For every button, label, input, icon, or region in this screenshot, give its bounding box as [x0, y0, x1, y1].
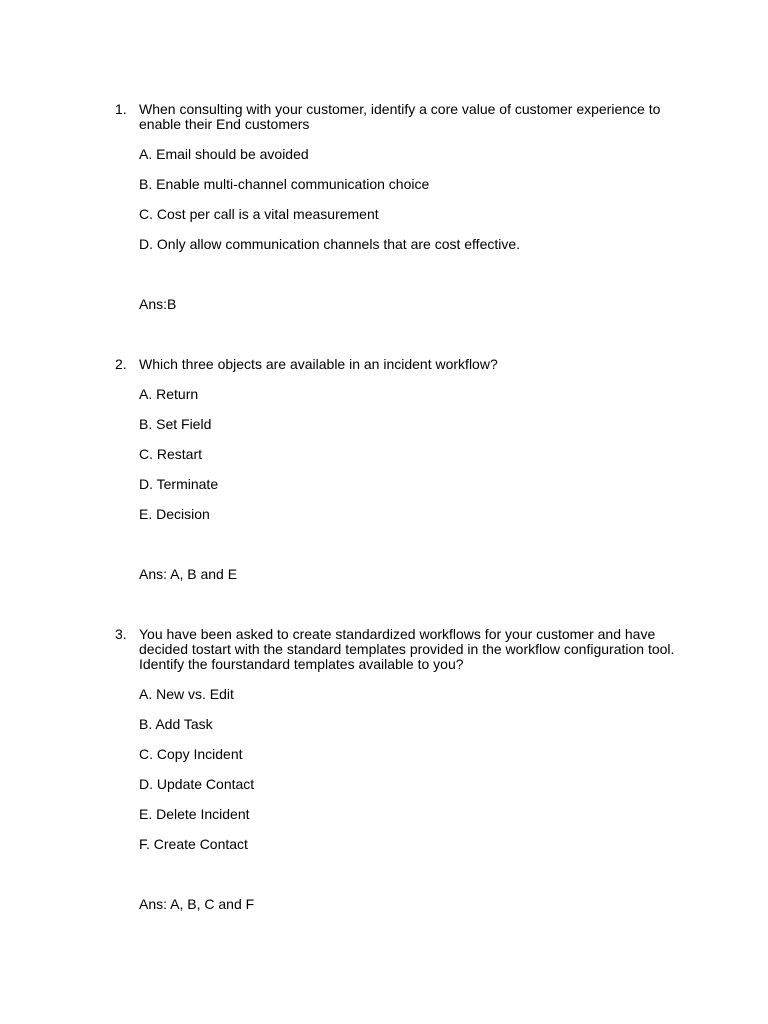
- answer: Ans:B: [139, 296, 177, 312]
- question-1: [115, 102, 685, 312]
- question-text: You have been asked to create standardized workflows for your customer and have decided tostart with the standard templates provided in the workflow configuration tool. Identify the fourstandard templates available to you?: [139, 626, 675, 672]
- option-a: A. New vs. Edit: [139, 686, 234, 702]
- question-line: [115, 357, 685, 372]
- question-text: When consulting with your customer, identify a core value of customer experience to enable their End customers: [139, 101, 661, 132]
- question-number: 1.: [115, 101, 127, 117]
- option-b: B. Set Field: [139, 416, 212, 432]
- option-d: D. Only allow communication channels that are cost effective.: [139, 236, 521, 252]
- question-3: [115, 627, 685, 912]
- question-2: [115, 357, 685, 582]
- option-c: C. Cost per call is a vital measurement: [139, 206, 379, 222]
- question-number: 3.: [115, 626, 127, 642]
- option-d: D. Terminate: [139, 476, 219, 492]
- option-e: E. Decision: [139, 506, 210, 522]
- option-b: B. Enable multi-channel communication choice: [139, 176, 430, 192]
- option-f: F. Create Contact: [139, 836, 248, 852]
- question-line: [115, 627, 685, 672]
- option-c: C. Copy Incident: [139, 746, 243, 762]
- question-line: [115, 102, 685, 132]
- option-b: B. Add Task: [139, 716, 213, 732]
- answer: Ans: A, B and E: [139, 566, 238, 582]
- question-text: Which three objects are available in an incident workflow?: [139, 356, 498, 372]
- option-a: A. Return: [139, 386, 199, 402]
- option-c: C. Restart: [139, 446, 203, 462]
- option-d: D. Update Contact: [139, 776, 255, 792]
- option-a: A. Email should be avoided: [139, 146, 309, 162]
- option-e: E. Delete Incident: [139, 806, 250, 822]
- answer: Ans: A, B, C and F: [139, 896, 255, 912]
- question-number: 2.: [115, 356, 127, 372]
